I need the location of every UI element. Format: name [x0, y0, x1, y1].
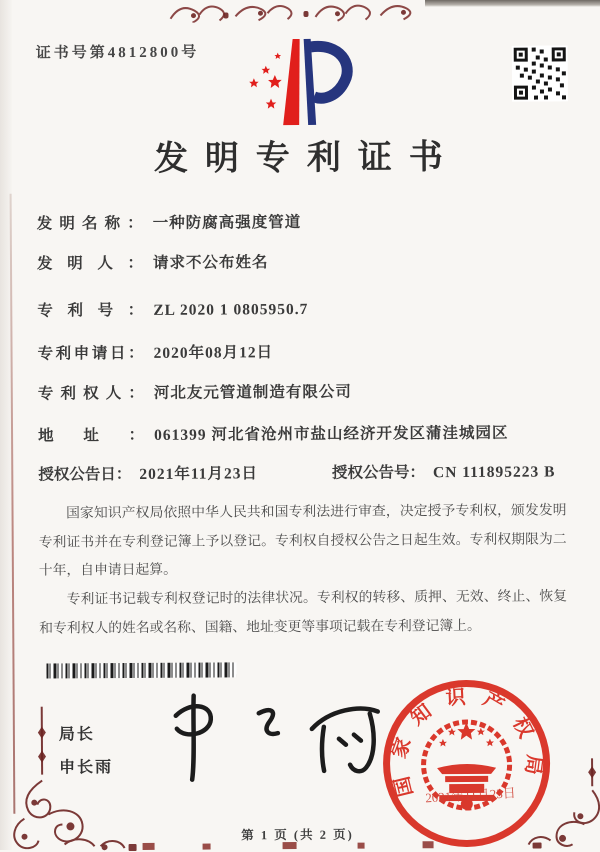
field-value: CN 111895223 B [432, 463, 556, 482]
grant-number [332, 459, 556, 482]
signature-handwriting [164, 682, 400, 788]
field-value: ZL 2020 1 0805950.7 [153, 300, 309, 319]
field-label: 专利权人： [37, 384, 144, 403]
seal-agency-text: 国家知识产权局 [387, 685, 546, 799]
field-label: 授权公告号： [331, 464, 426, 482]
legal-paragraph-2: 专利证书记载专利权登记时的法律状况。专利权的转移、质押、无效、终止、恢复和专利权人的姓名或名称、国籍、地址变更等事项记载在专利登记簿上。 [39, 588, 568, 636]
qr-code [512, 45, 568, 101]
field-row-address [38, 421, 509, 446]
field-label: 专利号： [37, 301, 144, 320]
signer-name: 申长雨 [59, 759, 114, 777]
field-row-invention-name [37, 210, 302, 234]
logo-stars [249, 53, 282, 109]
field-value: 2021年11月23日 [139, 465, 259, 483]
bottom-border-fragments [133, 839, 473, 851]
bottom-left-ornament [4, 706, 145, 852]
field-label: 发明人： [36, 254, 144, 273]
cnipa-logo [241, 37, 367, 128]
signer-title: 局长 [58, 726, 95, 744]
top-ornament-border [165, 0, 435, 23]
field-value: 2020年08月12日 [153, 344, 274, 362]
field-row-patentee [38, 380, 352, 404]
field-value: 河北友元管道制造有限公司 [153, 383, 352, 402]
logo-blue-p-bowl [311, 46, 348, 98]
legal-paragraph-1: 国家知识产权局依照中华人民共和国专利法进行审查，决定授予专利权，颁发发明专利证书并在专利登记簿上予以登记。专利权自授权公告之日起生效。专利权期限为二十年，自申请日起算。 [38, 502, 567, 578]
page-indicator: 第 1 页 (共 2 页) [241, 827, 354, 843]
field-label: 授权公告日： [38, 466, 132, 484]
barcode [46, 662, 236, 678]
certificate-number: 证书号第4812800号 [35, 44, 200, 62]
logo-red-wedge [283, 39, 301, 125]
grant-date [38, 461, 258, 484]
field-row-patent-number [37, 297, 308, 321]
field-row-filing-date [37, 340, 273, 363]
field-label: 地址： [38, 426, 145, 445]
field-row-inventor [37, 250, 269, 273]
bottom-right-ornament [522, 758, 600, 848]
grant-row [38, 459, 578, 484]
legal-text [38, 496, 567, 643]
seal-date-text: 2021年11月23日 [424, 785, 517, 806]
certificate-title: 发明专利证书 [153, 139, 460, 178]
field-value: 一种防腐高强度管道 [152, 213, 302, 232]
field-value: 061399 河北省沧州市盐山经济开发区蒲洼城园区 [154, 424, 509, 444]
field-label: 专利申请日： [37, 344, 144, 363]
field-label: 发明名称： [36, 214, 143, 233]
field-value: 请求不公布姓名 [152, 254, 269, 272]
